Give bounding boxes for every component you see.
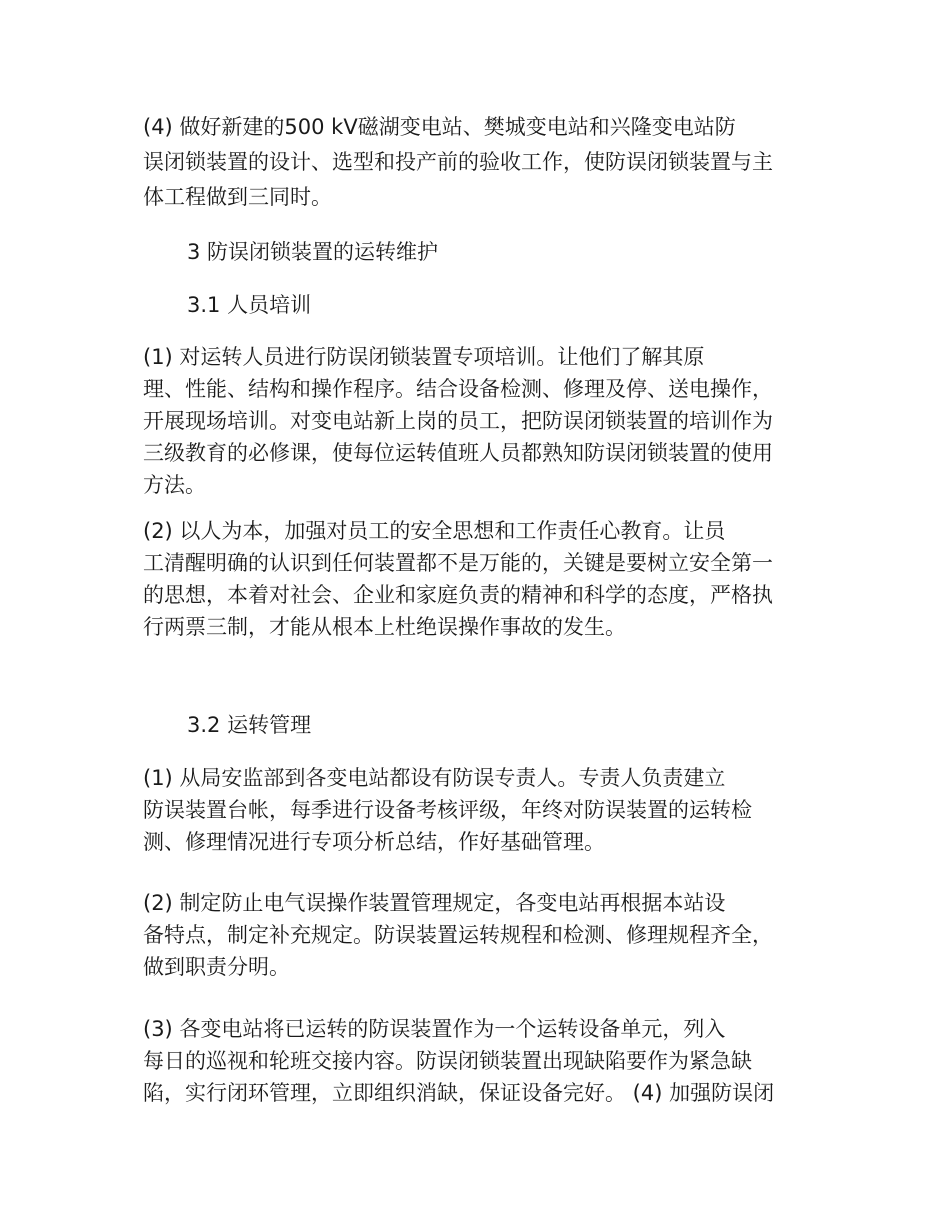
text-line: (3) 各变电站将已运转的防误装置作为一个运转设备单元，列入 bbox=[143, 1017, 726, 1041]
section-heading-3-2: 3.2 运转管理 bbox=[187, 713, 312, 737]
paragraph-3-1-2 bbox=[143, 515, 803, 643]
paragraph-3-2-3 bbox=[143, 1013, 803, 1109]
text-line: 防误装置台帐，每季进行设备考核评级，年终对防误装置的运转检 bbox=[143, 798, 752, 822]
text-line: (4) 做好新建的500 kV磁湖变电站、樊城变电站和兴隆变电站防 bbox=[143, 115, 736, 139]
text-line: 备特点，制定补充规定。防误装置运转规程和检测、修理规程齐全， bbox=[143, 923, 773, 947]
text-line: 工清醒明确的认识到任何装置都不是万能的，关键是要树立安全第一 bbox=[143, 551, 773, 575]
text-line: (1) 对运转人员进行防误闭锁装置专项培训。让他们了解其原 bbox=[143, 345, 705, 369]
text-line: 行两票三制，才能从根本上杜绝误操作事故的发生。 bbox=[143, 615, 626, 639]
paragraph-4-design bbox=[143, 111, 803, 213]
text-line: (2) 制定防止电气误操作装置管理规定，各变电站再根据本站设 bbox=[143, 891, 726, 915]
text-line: 做到职责分明。 bbox=[143, 955, 290, 979]
section-heading-3: 3 防误闭锁装置的运转维护 bbox=[187, 240, 439, 264]
text-line: 体工程做到三同时。 bbox=[143, 185, 332, 209]
text-line: 的思想，本着对社会、企业和家庭负责的精神和科学的态度，严格执 bbox=[143, 583, 773, 607]
section-heading-3-1: 3.1 人员培训 bbox=[187, 293, 312, 317]
text-line: 陷，实行闭环管理，立即组织消缺，保证设备完好。 (4) 加强防误闭 bbox=[143, 1081, 775, 1105]
paragraph-3-2-1 bbox=[143, 762, 803, 858]
text-line: (1) 从局安监部到各变电站都设有防误专责人。专责人负责建立 bbox=[143, 766, 726, 790]
text-line: (2) 以人为本，加强对员工的安全思想和工作责任心教育。让员 bbox=[143, 519, 726, 543]
text-line: 每日的巡视和轮班交接内容。防误闭锁装置出现缺陷要作为紧急缺 bbox=[143, 1049, 752, 1073]
text-line: 理、性能、结构和操作程序。结合设备检测、修理及停、送电操作， bbox=[143, 377, 773, 401]
text-line: 测、修理情况进行专项分析总结，作好基础管理。 bbox=[143, 830, 605, 854]
paragraph-3-2-2 bbox=[143, 887, 803, 983]
text-line: 三级教育的必修课，使每位运转值班人员都熟知防误闭锁装置的使用 bbox=[143, 441, 773, 465]
text-line: 误闭锁装置的设计、选型和投产前的验收工作，使防误闭锁装置与主 bbox=[143, 150, 773, 174]
text-line: 开展现场培训。对变电站新上岗的员工，把防误闭锁装置的培训作为 bbox=[143, 409, 773, 433]
paragraph-3-1-1 bbox=[143, 341, 803, 501]
text-line: 方法。 bbox=[143, 473, 206, 497]
